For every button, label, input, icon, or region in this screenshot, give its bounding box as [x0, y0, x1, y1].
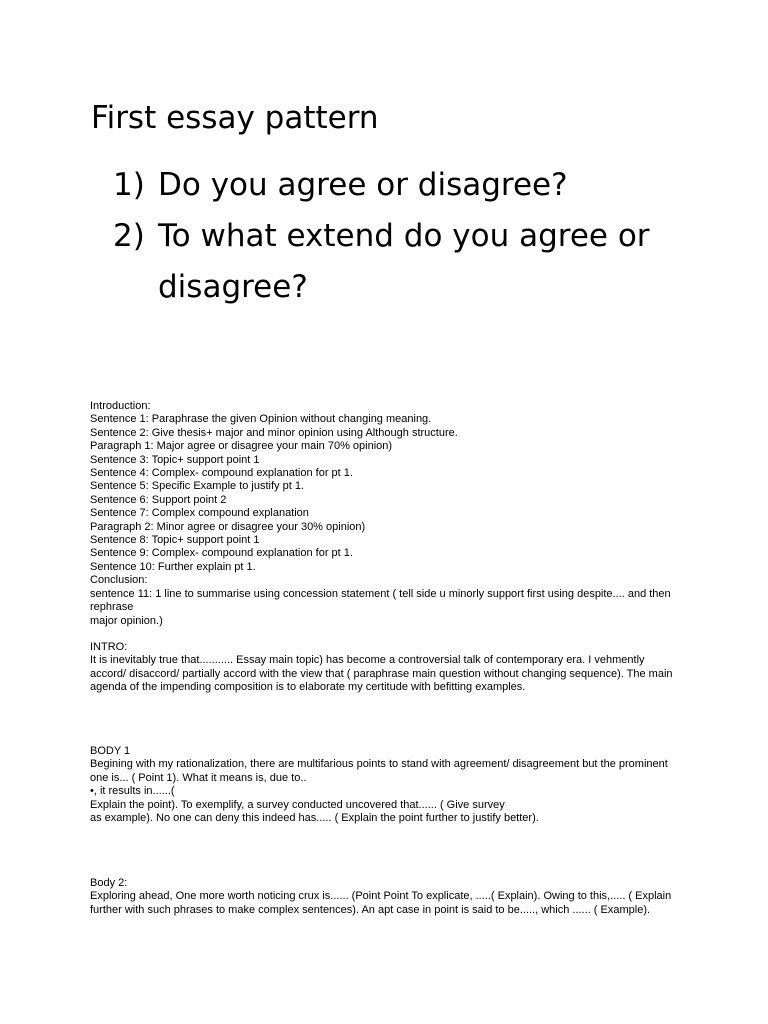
outline-line: Sentence 4: Complex- compound explanation for pt 1.	[90, 467, 353, 480]
question-text: To what extend do you agree or disagree?	[158, 218, 650, 305]
outline-line: Conclusion:	[90, 574, 148, 587]
outline-line: Sentence 8: Topic+ support point 1	[90, 534, 260, 547]
outline-line: Sentence 7: Complex compound explanation	[90, 507, 309, 520]
outline-line: Sentence 2: Give thesis+ major and minor opinion using Although structure.	[90, 426, 458, 439]
question-item	[113, 160, 673, 211]
body1-line: Explain the point). To exemplify, a survey conducted uncovered that...... ( Give survey	[90, 798, 505, 811]
outline-line: Paragraph 2: Minor agree or disagree your 30% opinion)	[90, 520, 366, 533]
outline-line: Sentence 5: Specific Example to justify pt 1.	[90, 480, 305, 493]
question-number: 1)	[113, 167, 145, 203]
question-list	[113, 160, 673, 313]
outline-line: Sentence 6: Support point 2	[90, 493, 227, 506]
essay-outline	[90, 400, 675, 628]
intro-text: It is inevitably true that........... Essay main topic) has become a controversial talk of contemporary era. I vehmently accord/ disaccord/ partially accord with the view that ( paraphrase main question without changing sequence). The main agenda of the impending composition is to elaborate my certitude with befitting examples.	[90, 654, 676, 694]
outline-line: Sentence 9: Complex- compound explanation for pt 1.	[90, 547, 353, 560]
outline-line: major opinion.)	[90, 614, 163, 627]
body2-text: Exploring ahead, One more worth noticing crux is...... (Point Point To explicate, .....( Explain). Owing to this,..... ( Explain further with such phrases to make complex sentences). An apt case in point is said to be....., which ...... ( Example).	[90, 890, 675, 916]
intro-heading: INTRO:	[90, 641, 128, 653]
document-title: First essay pattern	[91, 100, 379, 136]
body2-heading: Body 2:	[90, 877, 128, 889]
outline-line: sentence 11: 1 line to summarise using concession statement ( tell side u minorly support first using despite.... and then rephrase	[90, 587, 674, 614]
outline-line: Paragraph 1: Major agree or disagree your main 70% opinion)	[90, 440, 393, 453]
outline-line: Sentence 10: Further explain pt 1.	[90, 560, 256, 573]
question-number: 2)	[113, 218, 145, 254]
body1-heading: BODY 1	[90, 745, 131, 757]
outline-line: Sentence 3: Topic+ support point 1	[90, 453, 260, 466]
body1-line: Begining with my rationalization, there are multifarious points to stand with agreement/ disagreement but the prominent one is... ( Point 1). What it means is, due to..	[90, 758, 671, 784]
body1-section	[90, 745, 675, 825]
outline-line: Introduction:	[90, 400, 151, 412]
body1-line: •, it results in......(	[90, 785, 175, 798]
question-text: Do you agree or disagree?	[158, 167, 568, 203]
outline-line: Sentence 1: Paraphrase the given Opinion without changing meaning.	[90, 413, 432, 426]
intro-section	[90, 641, 675, 695]
body1-line: as example). No one can deny this indeed has..... ( Explain the point further to justify better).	[90, 812, 539, 825]
question-item	[113, 211, 673, 313]
body2-section	[90, 877, 675, 917]
